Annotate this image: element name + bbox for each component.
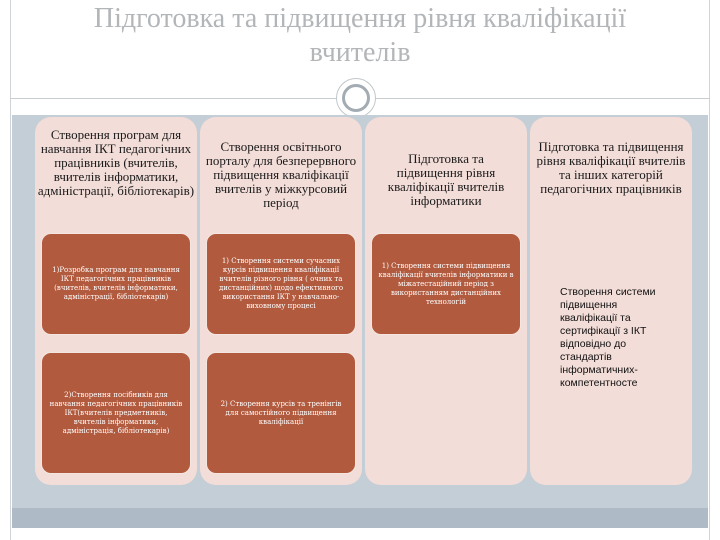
- column-1-box-2: 2)Створення посібників для навчання педагогічних працівників ІКТ(вчителів предметників, вчителів інформатики, адміністрація, бібліотекарів): [41, 352, 191, 474]
- slide-title-line-1: Підготовка та підвищення рівня кваліфікації: [93, 3, 627, 34]
- column-3-header: Підготовка та підвищення рівня кваліфікації вчителів інформатики: [387, 151, 505, 208]
- frame-right-line: [709, 0, 710, 540]
- frame-left-line: [10, 0, 11, 540]
- bottom-bar: [12, 508, 708, 528]
- column-3-box-1: 1) Створення системи підвищення кваліфікації вчителів інформатики в міжатестаційний період з використанням дистанційних технологій: [371, 233, 521, 335]
- column-1-header: Створення програм для навчання ІКТ педагогічних працівників (вчителів, вчителів інформатики, адміністрації, бібліотекарів): [37, 127, 195, 198]
- column-1-box-1: 1)Розробка програм для навчання ІКТ педагогічних працівників (вчителів, вчителів інформатики, адміністрації, бібліотекарів): [41, 233, 191, 335]
- column-2-box-1: 1) Створення системи сучасних курсів підвищення кваліфікації вчителів різного рівня ( очних та дистанційних) щодо ефективного використання ІКТ у навчально-виховному процесі: [206, 233, 356, 335]
- slide-title-line-2: вчителів: [309, 37, 411, 68]
- column-4-header: Підготовка та підвищення рівня кваліфікації вчителів та інших категорій педагогічних працівників: [536, 139, 686, 196]
- slide-title: [20, 2, 700, 70]
- column-2-header: Створення освітнього порталу для безперервного підвищення кваліфікації вчителів у міжкурсовий період: [205, 139, 357, 210]
- ring-ornament-icon: [336, 78, 376, 118]
- column-4-text: Створення системи підвищення кваліфікації та сертифікації з ІКТ відповідно до стандартів інформатичних-компетентносте: [560, 286, 656, 389]
- column-2-box-2: 2) Створення курсів та тренінгів для самостійного підвищення кваліфікації: [206, 352, 356, 474]
